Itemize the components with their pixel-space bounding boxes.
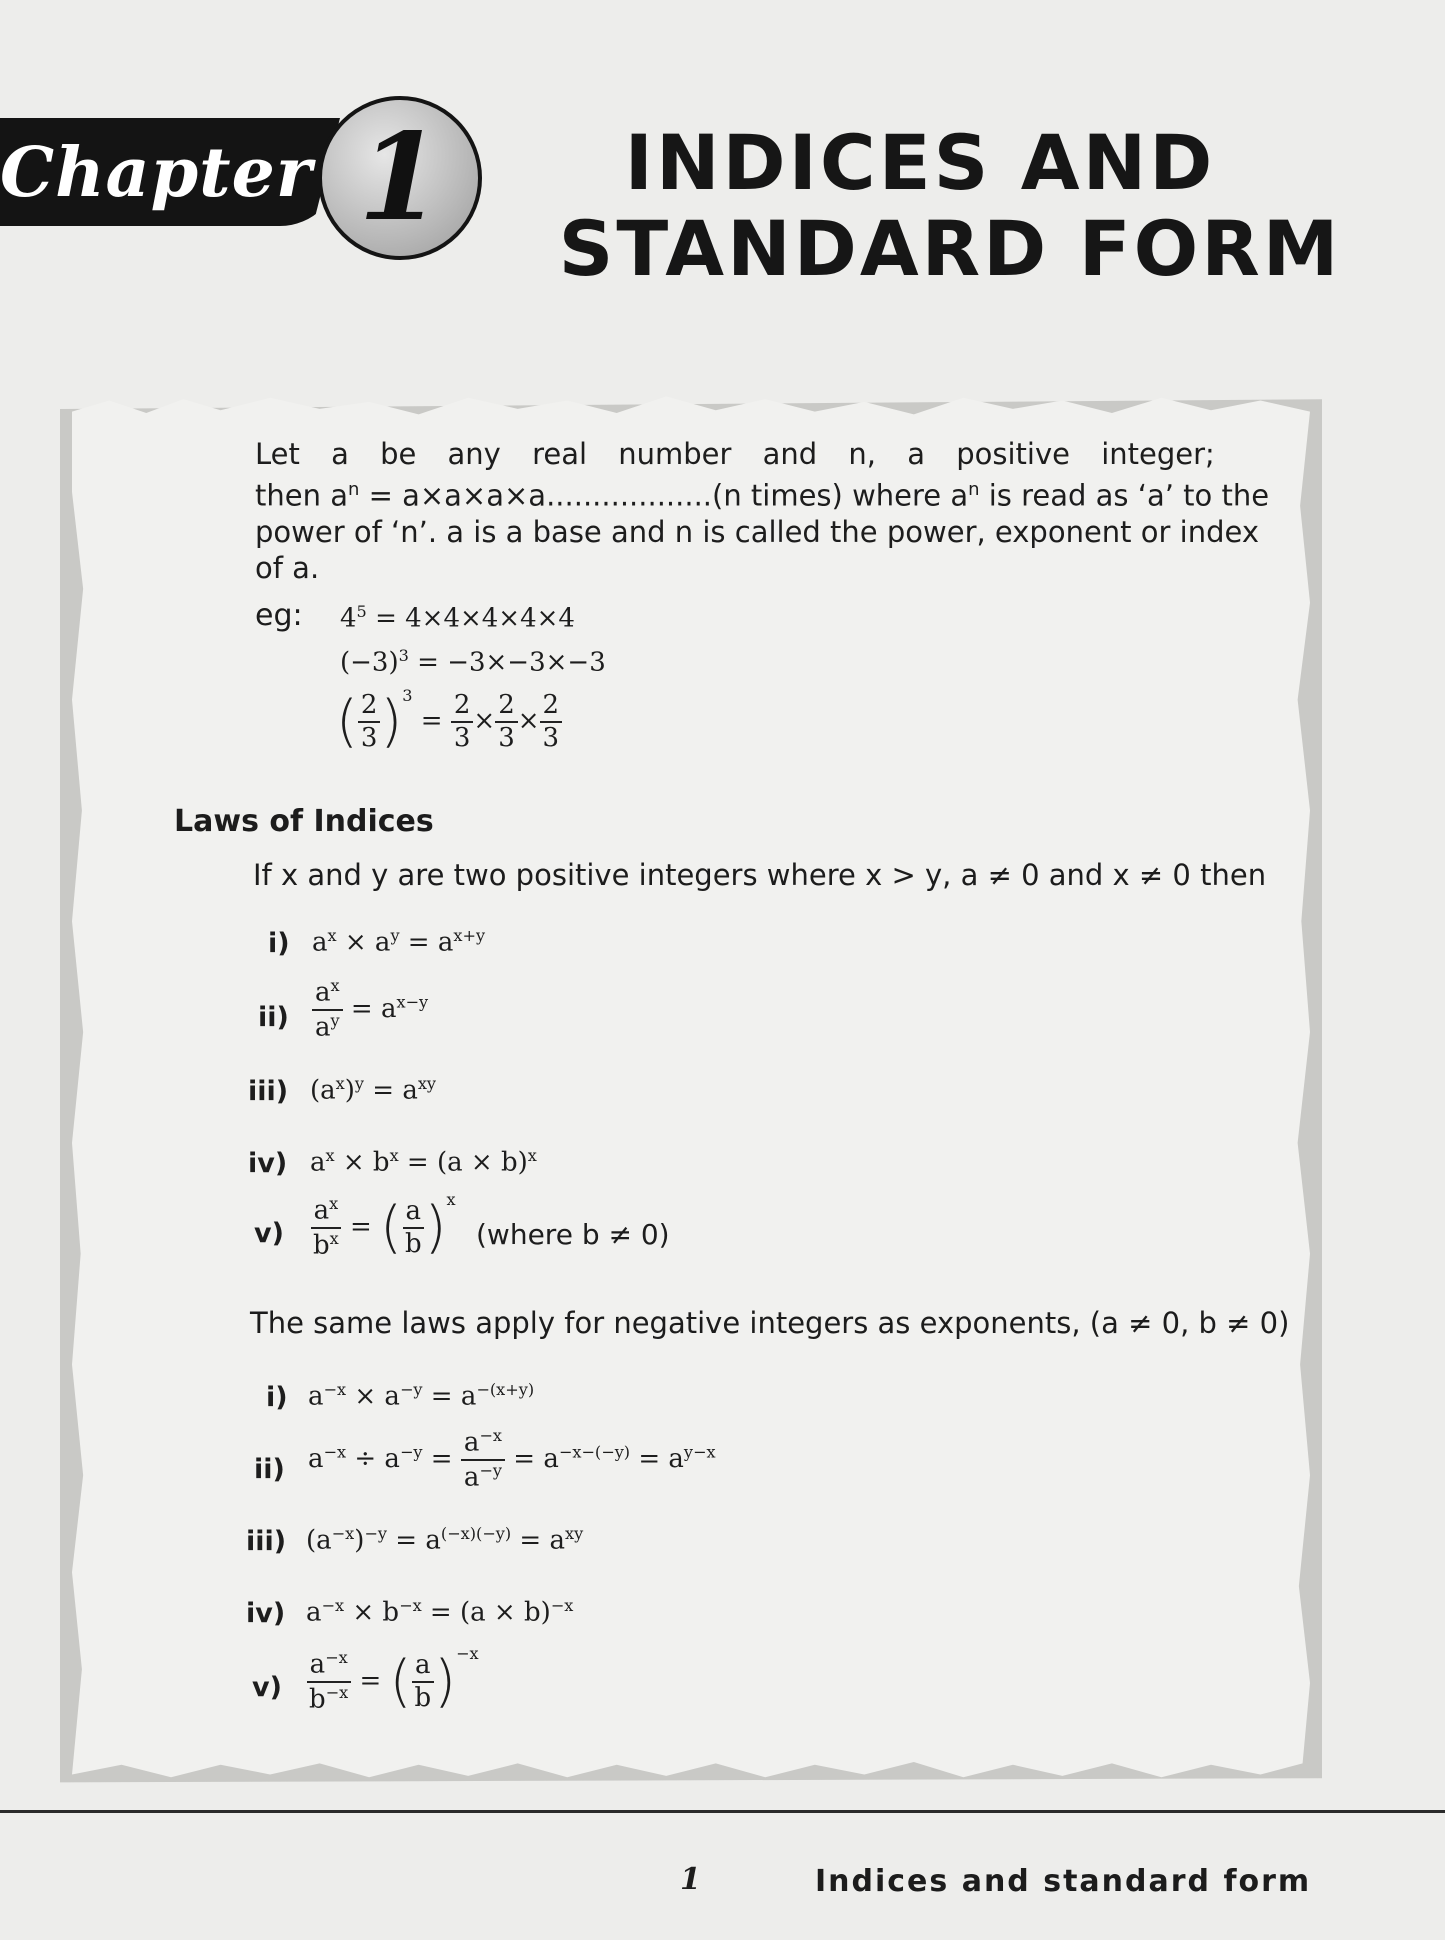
numerator: 2 — [451, 692, 474, 723]
examples-label: eg: — [255, 598, 303, 633]
law-label: iv) — [248, 1148, 288, 1179]
intro-sup-n: n — [347, 479, 360, 500]
neg-law-label: iv) — [246, 1598, 286, 1629]
fraction — [540, 689, 563, 753]
footer-rule — [0, 1810, 1445, 1813]
numerator: 2 — [358, 692, 381, 723]
numerator: 2 — [540, 692, 563, 723]
intro-line-1 — [255, 436, 1300, 472]
fraction — [451, 689, 474, 753]
neg-law-1-formula: $a^{-x} \times a^{-y} = a^{-(x+y)}$ — [308, 1380, 535, 1412]
example-2-exp: 3 — [398, 646, 409, 665]
negative-laws-intro: The same laws apply for negative integers as exponents, (a ≠ 0, b ≠ 0) — [250, 1306, 1290, 1340]
open-paren: ( — [336, 689, 358, 754]
intro-line-3: power of ‘n’. a is a base and n is called the power, exponent or index — [255, 514, 1259, 549]
laws-intro: If x and y are two positive integers where x > y, a ≠ 0 and x ≠ 0 then — [253, 858, 1267, 892]
intro-line-1-text: Let a be any real number and n, a positive integer; — [255, 437, 1215, 471]
example-2-base: (−3) — [340, 647, 399, 678]
intro-line-2c: is read as ‘a’ to the — [979, 478, 1270, 513]
law-5-note: (where b ≠ 0) — [476, 1218, 670, 1251]
neg-law-5-formula: $\frac{a^{-x}}{b^{-x}}$ = ( $\frac{a}{b}$ )$^{-x}$ — [306, 1644, 479, 1714]
example-2 — [340, 646, 606, 678]
law-label: ii) — [258, 1002, 289, 1033]
intro-paragraph — [255, 436, 1300, 586]
example-1-exp: 5 — [356, 602, 367, 621]
denominator: 3 — [360, 723, 378, 753]
laws-heading: Laws of Indices — [174, 804, 434, 839]
law-1-formula: $a^x \times a^y = a^{x+y}$ — [312, 926, 486, 958]
example-2-rhs: = −3×−3×−3 — [417, 647, 606, 678]
law-label: i) — [268, 928, 290, 959]
chapter-title-line1: INDICES AND — [624, 118, 1216, 207]
neg-law-label: iii) — [246, 1526, 287, 1557]
neg-law-2-formula: $a^{-x} \div a^{-y}$ = $\frac{a^{-x}}{a^{-y}}$ = $a^{-x-(-y)} = a^{y-x}$ — [308, 1426, 716, 1493]
fraction — [495, 689, 518, 753]
example-3-exp: 3 — [402, 686, 413, 705]
example-1 — [340, 602, 575, 634]
intro-sup-n-2: n — [968, 479, 980, 500]
page-number: 1 — [680, 1862, 701, 1897]
law-label: iii) — [248, 1076, 289, 1107]
equals-sign: = — [420, 706, 443, 736]
example-3 — [336, 686, 562, 752]
law-4-formula: $a^x \times b^x = (a \times b)^x$ — [310, 1146, 537, 1178]
example-1-rhs: = 4×4×4×4×4 — [375, 603, 575, 634]
neg-law-label: ii) — [254, 1454, 285, 1485]
denominator: 3 — [542, 723, 560, 753]
law-label: v) — [254, 1218, 284, 1249]
intro-line-4: of a. — [255, 550, 320, 585]
neg-law-label: i) — [266, 1382, 288, 1413]
chapter-number: 1 — [358, 107, 442, 248]
neg-law-3-formula: $(a^{-x})^{-y} = a^{(-x)(-y)} = a^{xy}$ — [306, 1524, 584, 1556]
intro-line-2 — [255, 472, 1300, 514]
numerator: 2 — [495, 692, 518, 723]
neg-law-label: v) — [252, 1672, 282, 1703]
chapter-title-line2: STANDARD FORM — [558, 204, 1342, 293]
neg-law-4-formula: $a^{-x} \times b^{-x} = (a \times b)^{-x}$ — [306, 1596, 574, 1628]
chapter-label: Chapter — [0, 133, 313, 213]
example-1-base: 4 — [340, 603, 357, 634]
intro-line-2b: = a×a×a×a..................(n times) where a — [359, 478, 969, 513]
times-sign: × — [517, 706, 540, 736]
law-2-formula: $\frac{a^x}{a^y}$ = $a^{x-y}$ — [312, 978, 428, 1042]
running-title: Indices and standard form — [815, 1864, 1312, 1899]
intro-line-2a: then a — [255, 478, 348, 513]
law-3-formula: $(a^x)^y = a^{xy}$ — [310, 1074, 437, 1106]
fraction — [358, 689, 381, 753]
times-sign: × — [473, 706, 496, 736]
law-5-formula: $\frac{a^x}{b^x}$ = ( $\frac{a}{b}$ )$^x$ — [310, 1190, 456, 1260]
denominator: 3 — [453, 723, 471, 753]
denominator: 3 — [498, 723, 515, 753]
close-paren: ) — [380, 689, 403, 754]
